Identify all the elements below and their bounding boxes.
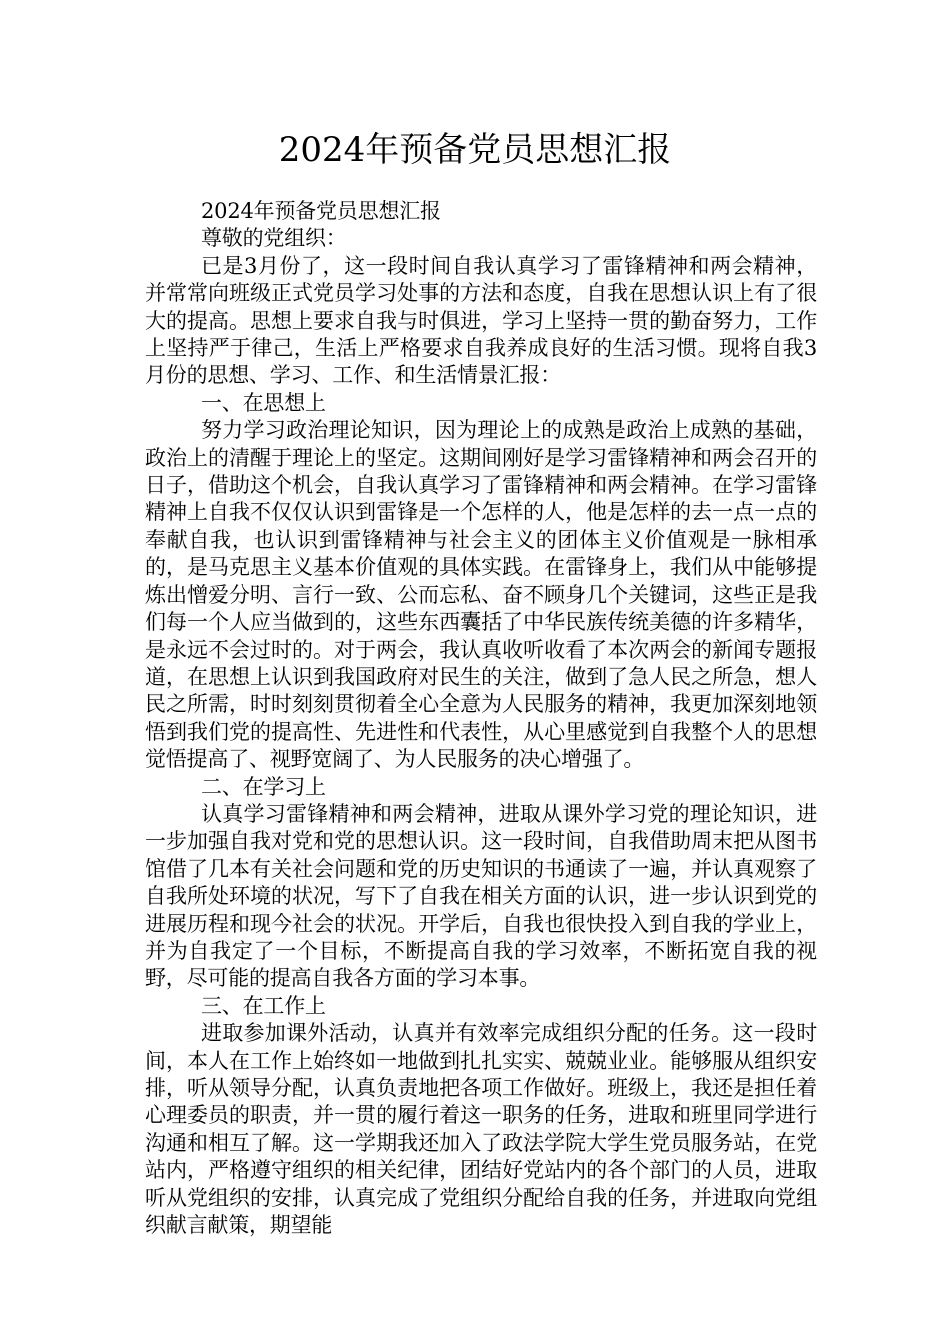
section-paragraph-work: 进取参加课外活动，认真并有效率完成组织分配的任务。这一段时间，本人在工作上始终如一地做到扎扎实实、兢兢业业。能够服从组织安排，听从领导分配，认真负责地把各项工作做好。班级上，我还是担任着心理委员的职责，并一贯的履行着这一职务的任务，进取和班里同学进行沟通和相互了解。这一学期我还加入了政法学院大学生党员服务站，在党站内，严格遵守组织的相关纪律，团结好党站内的各个部门的人员，进取听从党组织的安排，认真完成了党组织分配给自我的任务，并进取向党组织献言献策，期望能 [145,1021,817,1238]
document-body [145,198,817,1239]
salutation: 尊敬的党组织： [201,226,347,251]
section-heading-thought: 一、在思想上 [201,390,326,415]
section-paragraph-thought: 努力学习政治理论知识，因为理论上的成熟是政治上成熟的基础，政治上的清醒于理论上的坚定。这期间刚好是学习雷锋精神和两会召开的日子，借助这个机会，自我认真学习了雷锋精神和两会精神。在学习雷锋精神上自我不仅仅认识到雷锋是一个怎样的人，他是怎样的去一点一点的奉献自我，也认识到雷锋精神与社会主义的团体主义价值观是一脉相承的，是马克思主义基本价值观的具体实践。在雷锋身上，我们从中能够提炼出憎爱分明、言行一致、公而忘私、奋不顾身几个关键词，这些正是我们每一个人应当做到的，这些东西囊括了中华民族传统美德的许多精华，是永远不会过时的。对于两会，我认真收听收看了本次两会的新闻专题报道，在思想上认识到我国政府对民生的关注，做到了急人民之所急，想人民之所需，时时刻刻贯彻着全心全意为人民服务的精神，我更加深刻地领悟到我们党的提高性、先进性和代表性，从心里感觉到自我整个人的思想觉悟提高了、视野宽阔了、为人民服务的决心增强了。 [145,418,817,772]
document-subtitle: 2024年预备党员思想汇报 [201,199,441,223]
document-title: 2024年预备党员思想汇报 [278,130,672,170]
section-paragraph-study: 认真学习雷锋精神和两会精神，进取从课外学习党的理论知识，进一步加强自我对党和党的思想认识。这一段时间，自我借助周末把从图书馆借了几本有关社会问题和党的历史知识的书通读了一遍，并认真观察了自我所处环境的状况，写下了自我在相关方面的认识，进一步认识到党的进展历程和现今社会的状况。开学后，自我也很快投入到自我的学业上，并为自我定了一个目标，不断提高自我的学习效率，不断拓宽自我的视野，尽可能的提高自我各方面的学习本事。 [145,801,817,991]
section-heading-study: 二、在学习上 [201,774,326,799]
section-heading-work: 三、在工作上 [201,993,326,1018]
intro-paragraph: 已是3月份了，这一段时间自我认真学习了雷锋精神和两会精神，并常常向班级正式党员学习处事的方法和态度，自我在思想认识上有了很大的提高。思想上要求自我与时俱进，学习上坚持一贯的勤奋努力，工作上坚持严于律己，生活上严格要求自我养成良好的生活习惯。现将自我3月份的思想、学习、工作、和生活情景汇报： [145,253,817,388]
